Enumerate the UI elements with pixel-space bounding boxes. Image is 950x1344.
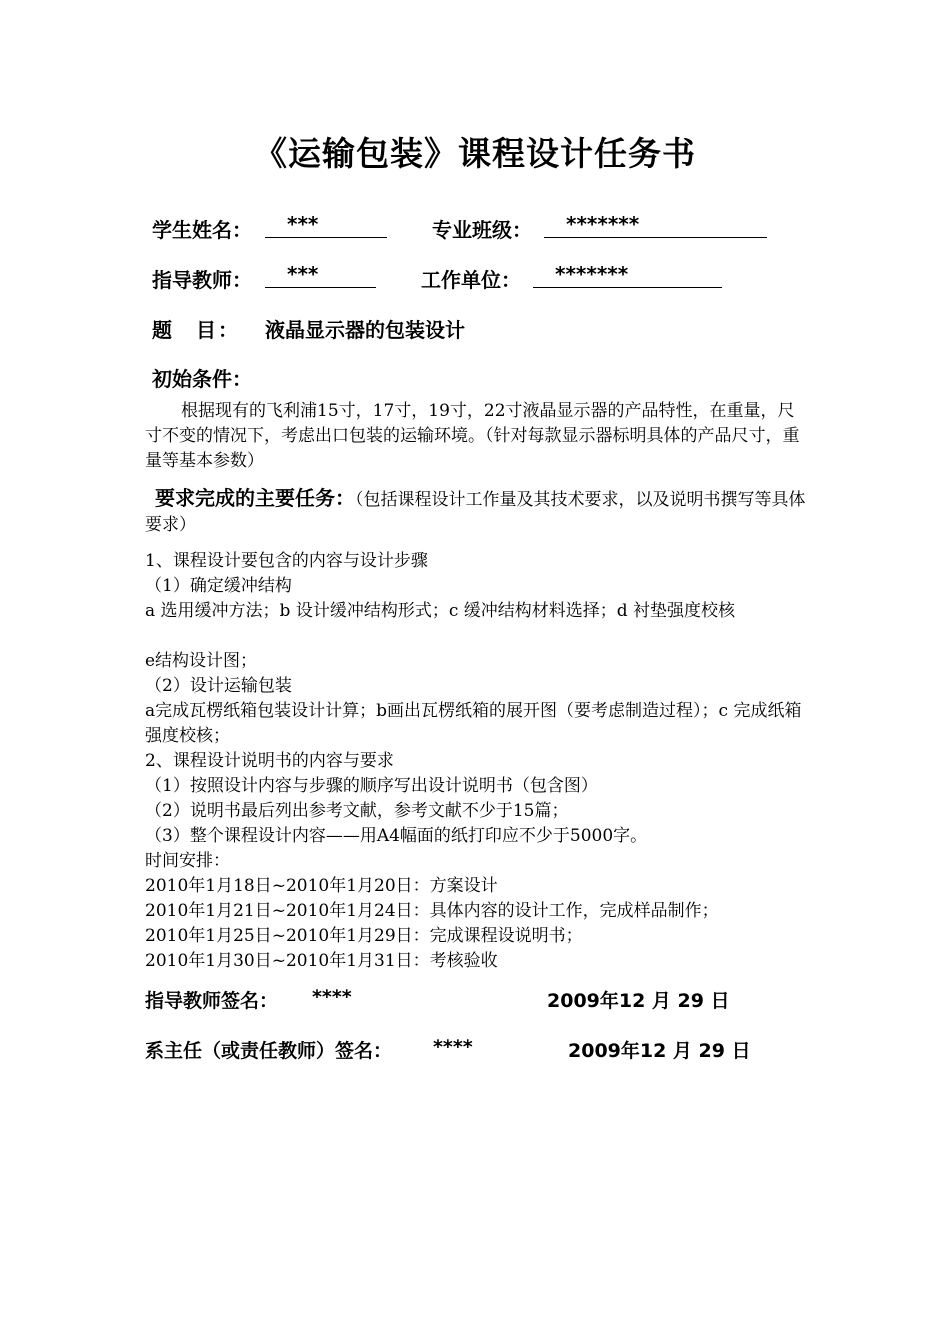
major-class-value: *******	[544, 211, 767, 238]
work-unit-value: *******	[533, 261, 722, 288]
schedule-line: 2010年1月21日~2010年1月24日：具体内容的设计工作，完成样品制作；	[145, 901, 719, 921]
tasks-heading-note: （包括课程设计工作量及其技术要求，以及说明书撰写等具体要求）	[145, 490, 806, 535]
task-line: （1）按照设计内容与步骤的顺序写出设计说明书（包含图）	[145, 776, 598, 796]
work-unit-label: 工作单位：	[421, 268, 521, 292]
topic-label: 题 目：	[152, 318, 240, 342]
page-title: 《运输包装》课程设计任务书	[254, 134, 696, 173]
student-name-value: ***	[265, 211, 387, 238]
task-line: （3）整个课程设计内容——用A4幅面的纸打印应不少于5000字。	[145, 826, 648, 846]
schedule-line: 2010年1月30日~2010年1月31日：考核验收	[145, 951, 498, 971]
topic-value: 液晶显示器的包装设计	[265, 318, 465, 342]
tasks-heading: 要求完成的主要任务：	[155, 486, 355, 510]
initial-conditions-text: 根据现有的飞利浦15寸，17寸，19寸，22寸液晶显示器的产品特性，在重量，尺寸不变的情况下，考虑出口包装的运输环境。（针对每款显示器标明具体的产品尺寸，重量等基本参数）	[145, 401, 800, 471]
initial-conditions-heading: 初始条件：	[152, 367, 252, 391]
task-line: 2、课程设计说明书的内容与要求	[145, 751, 394, 771]
tasks-paragraph	[145, 486, 810, 538]
dept-head-signature-value: ****	[433, 1036, 473, 1058]
schedule-heading: 时间安排：	[145, 851, 230, 871]
task-line: a完成瓦楞纸箱包装设计计算；b画出瓦楞纸箱的展开图（要考虑制造过程）；c 完成纸箱强度校核；	[145, 701, 802, 746]
dept-head-signature-date: 2009年12 月 29 日	[568, 1040, 751, 1062]
student-name-label: 学生姓名：	[152, 218, 252, 242]
advisor-signature-label: 指导教师签名：	[145, 990, 279, 1012]
advisor-signature-value: ****	[312, 986, 352, 1008]
task-line: （2）设计运输包装	[145, 676, 292, 696]
advisor-value: ***	[265, 261, 376, 288]
major-class-label: 专业班级：	[432, 218, 532, 242]
schedule-line: 2010年1月18日~2010年1月20日：方案设计	[145, 876, 498, 896]
schedule-line: 2010年1月25日~2010年1月29日：完成课程设说明书；	[145, 926, 583, 946]
dept-head-signature-label: 系主任（或责任教师）签名：	[145, 1040, 393, 1062]
task-line: e结构设计图；	[145, 651, 258, 671]
task-line: 1、课程设计要包含的内容与设计步骤	[145, 551, 428, 571]
advisor-signature-date: 2009年12 月 29 日	[547, 990, 730, 1012]
task-line: （2）说明书最后列出参考文献，参考文献不少于15篇；	[145, 801, 569, 821]
task-line: （1）确定缓冲结构	[145, 576, 292, 596]
advisor-label: 指导教师：	[152, 268, 252, 292]
task-line: a 选用缓冲方法；b 设计缓冲结构形式；c 缓冲结构材料选择；d 衬垫强度校核	[145, 601, 736, 621]
